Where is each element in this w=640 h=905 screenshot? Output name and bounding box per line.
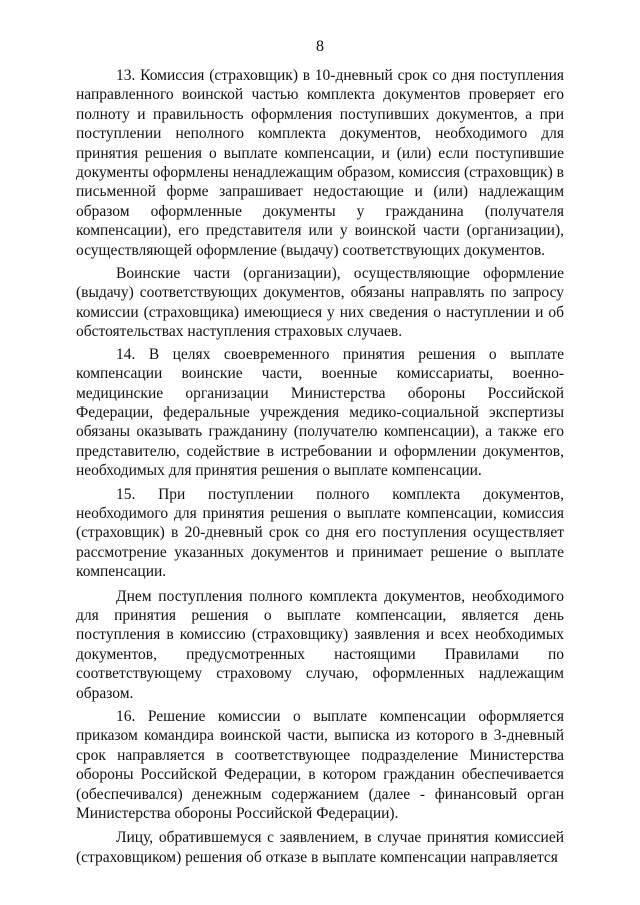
paragraph-refusal: Лицу, обратившемуся с заявлением, в случае принятия комиссией (страховщиком) решения об отказе в выплате компенсации направляется <box>76 829 564 866</box>
paragraph-13: 13. Комиссия (страховщик) в 10-дневный срок со дня поступления направленного воинской частью комплекта документов проверяет его полноту и правильность оформления поступивших документов, а при поступлении неполного комплекта документов, необходимого для принятия решения о выплате компенсации, и (или) если поступившие документы оформлены ненадлежащим образом, комиссия (страховщик) в письменной форме запрашивает недостающие и (или) надлежащим образом оформленные документы у гражданина (получателя компенсации), его представителя или у воинской части (организации), осуществляющей оформление (выдачу) соответствующих документов. <box>76 67 564 259</box>
page-number: 8 <box>316 38 324 55</box>
paragraph-16: 16. Решение комиссии о выплате компенсации оформляется приказом командира воинской части, выписка из которого в 3-дневный срок направляется в соответствующее подразделение Министерства обороны Российской Федерации, в котором гражданин обеспечивается (обеспечивался) денежным содержанием (далее - финансовый орган Министерства обороны Российской Федерации). <box>76 708 564 823</box>
paragraph-military-units: Воинские части (организации), осуществляющие оформление (выдачу) соответствующих документов, обязаны направлять по запросу комиссии (страховщика) имеющиеся у них сведения о наступлении и об обстоятельствах наступления страховых случаев. <box>76 265 564 341</box>
paragraph-15: 15. При поступлении полного комплекта документов, необходимого для принятия решения о выплате компенсации, комиссия (страховщик) в 20-дневный срок со дня его поступления осуществляет рассмотрение указанных документов и принимает решение о выплате компенсации. <box>76 485 564 581</box>
document-body <box>76 66 564 867</box>
paragraph-14: 14. В целях своевременного принятия решения о выплате компенсации воинские части, военные комиссариаты, военно-медицинские организации Министерства обороны Российской Федерации, федеральные учреждения медико-социальной экспертизы обязаны оказывать гражданину (получателю компенсации), а также его представителю, содействие в истребовании и оформлении документов, необходимых для принятия решения о выплате компенсации. <box>76 345 564 480</box>
paragraph-receipt-day: Днем поступления полного комплекта документов, необходимого для принятия решения о выплате компенсации, является день поступления в комиссию (страховщику) заявления и всех необходимых документов, предусмотренных настоящими Правилами по соответствующему страховому случаю, оформленных надлежащим образом. <box>76 587 564 702</box>
